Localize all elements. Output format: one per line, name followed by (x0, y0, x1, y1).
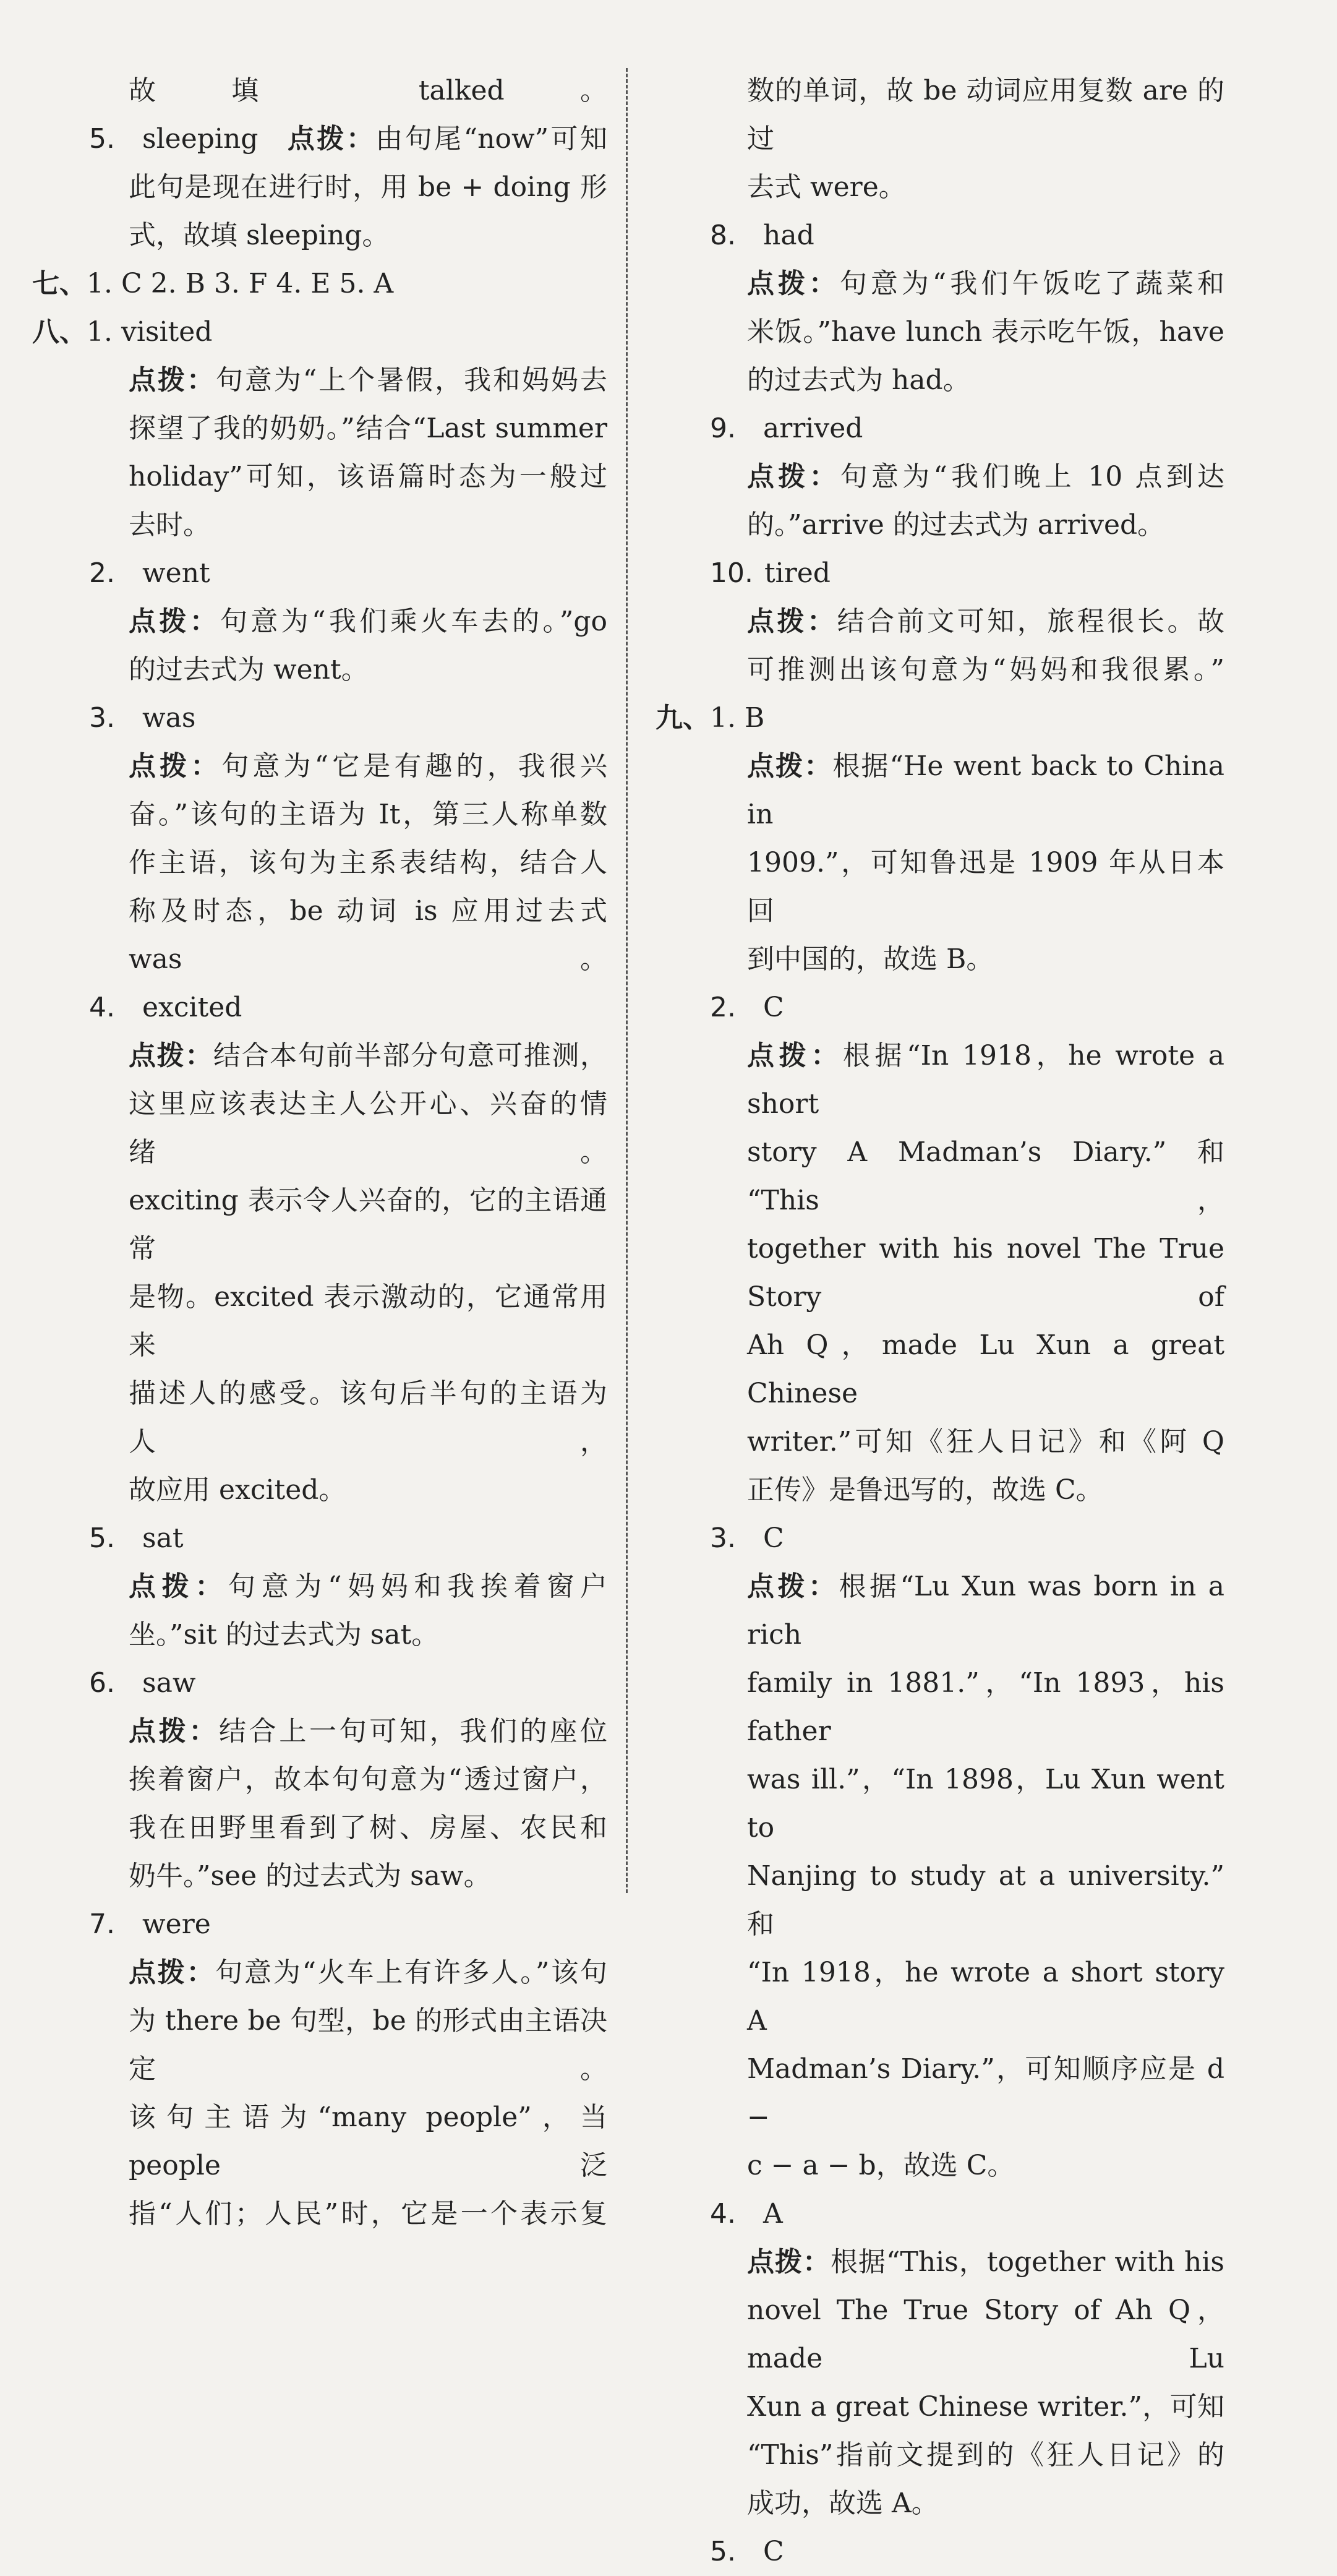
line-text: 去时。 (129, 509, 210, 541)
line-text: family in 1881.”，“In 1893，his father (747, 1667, 1224, 1747)
line-text: together with his novel The True Story of (747, 1233, 1224, 1313)
text-line (32, 1032, 607, 1080)
text-line (656, 598, 1224, 646)
answer: C (763, 992, 784, 1023)
line-text: exciting 表示令人兴奋的，它的主语通常 (129, 1185, 607, 1264)
text-line (32, 598, 607, 646)
text-line (32, 1273, 607, 1370)
text-line (32, 742, 607, 791)
text-line (656, 1225, 1224, 1321)
line-text: 句意为“我们晚上 10 点到达 (840, 461, 1224, 492)
text-line (32, 984, 607, 1032)
line-text: Nanjing to study at a university.” 和 (747, 1860, 1224, 1940)
line-text: 的。”arrive 的过去式为 arrived。 (747, 509, 1165, 541)
text-line (656, 1032, 1224, 1128)
line-text: 句意为“上个暑假，我和妈妈去 (215, 364, 607, 396)
text-line (32, 887, 607, 984)
text-line (656, 67, 1224, 163)
answer: was (142, 702, 196, 734)
hint-label: 点拨： (747, 1571, 839, 1602)
question-number: 10. (710, 557, 753, 589)
text-line (656, 1466, 1224, 1514)
text-line (32, 1997, 607, 2093)
line-text: 描述人的感受。该句后半句的主语为人， (129, 1378, 607, 1458)
answer: had (763, 220, 814, 251)
line-text: 句意为“我们午饭吃了蔬菜和 (839, 268, 1224, 299)
answer: sleeping (142, 123, 258, 155)
text-line (656, 694, 1224, 742)
question-number: 2. (89, 557, 115, 589)
line-text: “This”指前文提到的《狂人日记》的 (747, 2439, 1224, 2471)
answer: were (142, 1908, 211, 1940)
hint-label: 点拨： (129, 364, 216, 396)
text-line (32, 1563, 607, 1611)
text-line (656, 2142, 1224, 2190)
line-text: 米饭。”have lunch 表示吃午饭，have (747, 316, 1224, 348)
hint-label: 点拨： (747, 1040, 843, 1071)
hint-label: 点拨： (129, 1715, 219, 1747)
line-text: 故填 talked。 (129, 75, 607, 106)
answer: sat (142, 1522, 184, 1554)
line-text: 坐。”sit 的过去式为 sat。 (129, 1619, 439, 1651)
text-line (656, 2190, 1224, 2238)
text-line (32, 1611, 607, 1659)
question-number: 8. (710, 220, 736, 251)
section-number: 九、 (656, 702, 710, 734)
line-text: 数的单词，故 be 动词应用复数 are 的过 (747, 75, 1224, 155)
left-column (32, 67, 607, 2238)
line-text: 根据“He went back to China in (747, 750, 1225, 830)
text-line (656, 2286, 1224, 2383)
text-line (656, 163, 1224, 212)
line-text: 结合本句前半部分句意可推测， (213, 1040, 607, 1071)
text-line (656, 2479, 1224, 2528)
line-text: 这里应该表达主人公开心、兴奋的情绪。 (129, 1088, 607, 1168)
text-line (656, 984, 1224, 1032)
hint-label: 点拨： (747, 606, 837, 637)
question-number: 3. (89, 702, 115, 734)
line-text: 此句是现在进行时，用 be + doing 形 (129, 171, 607, 203)
line-text: 正传》是鲁迅写的，故选 C。 (747, 1474, 1103, 1506)
hint-label: 点拨： (747, 461, 840, 492)
text-line (32, 694, 607, 742)
text-line (656, 1514, 1224, 1563)
text-line (656, 2431, 1224, 2479)
hint-label: 点拨： (129, 1957, 216, 1988)
line-text: 故应用 excited。 (129, 1474, 346, 1506)
hint-label: 点拨： (747, 268, 840, 299)
line-text: 作主语，该句为主系表结构，结合人 (129, 847, 607, 878)
text-line (656, 935, 1224, 984)
hint-label: 点拨： (129, 606, 221, 637)
text-line (32, 646, 607, 694)
text-line (656, 1756, 1224, 1852)
line-text: 挨着窗户，故本句句意为“透过窗户， (129, 1764, 607, 1795)
question-number: 5. (89, 123, 115, 155)
question-number: 4. (89, 992, 115, 1023)
text-line (32, 549, 607, 598)
line-text: 的过去式为 had。 (747, 364, 970, 396)
line-text: 称及时态，be 动词 is 应用过去式 was。 (129, 895, 607, 975)
line-text: was ill.”，“In 1898，Lu Xun went to (747, 1764, 1224, 1844)
line-text: writer.”可知《狂人日记》和《阿 Q (747, 1426, 1224, 1458)
text-line (32, 405, 607, 453)
text-line (32, 1707, 607, 1756)
line-text: 可推测出该句意为“妈妈和我很累。” (747, 654, 1224, 685)
answer: arrived (763, 413, 863, 444)
question-number: 4. (710, 2198, 736, 2230)
column-divider (626, 68, 628, 1893)
question-number: 5. (89, 1522, 115, 1554)
line-text: 句意为“火车上有许多人。”该句 (215, 1957, 607, 1988)
text-line (32, 1370, 607, 1466)
line-text: 句意为“妈妈和我挨着窗户 (228, 1571, 608, 1602)
line-text: 句意为“它是有趣的，我很兴 (221, 750, 608, 782)
text-line (32, 1852, 607, 1900)
line-text: 句意为“我们乘火车去的。”go (220, 606, 607, 637)
line-text: 结合上一句可知，我们的座位 (219, 1715, 607, 1747)
line-text: 1. visited (87, 316, 213, 348)
hint-label: 点拨： (747, 2246, 831, 2278)
line-text: 探望了我的奶奶。”结合“Last summer (129, 413, 607, 444)
hint-label: 点拨： (129, 1040, 213, 1071)
line-text: 的过去式为 went。 (129, 654, 369, 685)
line-text: story A Madman’s Diary.” 和 “This， (747, 1136, 1224, 1216)
answer: tired (764, 557, 831, 589)
line-text: 奶牛。”see 的过去式为 saw。 (129, 1860, 491, 1892)
text-line (656, 1418, 1224, 1466)
line-text: 为 there be 句型，be 的形式由主语决定。 (129, 2005, 607, 2085)
text-line (656, 1852, 1224, 1949)
text-line (32, 115, 607, 163)
text-line (656, 308, 1224, 356)
text-line (32, 1080, 607, 1177)
answer: went (142, 557, 210, 589)
line-text: 奋。”该句的主语为 It，第三人称单数 (129, 799, 607, 830)
text-line (32, 1177, 607, 1273)
text-line (32, 1466, 607, 1514)
line-text: 由句尾“now”可知 (375, 123, 607, 155)
line-text: 该句主语为“many people”，当 people 泛 (129, 2102, 607, 2181)
line-text: 1. C 2. B 3. F 4. E 5. A (87, 268, 394, 299)
text-line (656, 1321, 1224, 1418)
line-text: novel The True Story of Ah Q，made Lu (747, 2295, 1224, 2374)
line-text: c − a − b，故选 C。 (747, 2150, 1015, 2181)
text-line (656, 2383, 1224, 2431)
text-line (656, 2528, 1224, 2576)
line-text: “In 1918，he wrote a short story A (747, 1957, 1224, 2037)
line-text: Madman’s Diary.”，可知顺序应是 d − (747, 2053, 1224, 2133)
question-number: 3. (710, 1522, 736, 1554)
answer: saw (142, 1667, 196, 1699)
question-number: 6. (89, 1667, 115, 1699)
line-text: 我在田野里看到了树、房屋、农民和 (129, 1812, 607, 1844)
section-number: 八、 (32, 316, 87, 348)
question-number: 5. (710, 2536, 736, 2567)
text-line (656, 742, 1224, 839)
line-text: 结合前文可知，旅程很长。故 (837, 606, 1225, 637)
answer: A (763, 2198, 783, 2230)
line-text: 根据“This，together with his (831, 2246, 1224, 2278)
text-line (656, 646, 1224, 694)
text-line (32, 1949, 607, 1997)
line-text: 式，故填 sleeping。 (129, 220, 390, 251)
line-text: Ah Q，made Lu Xun a great Chinese (747, 1329, 1224, 1409)
text-line (656, 2045, 1224, 2142)
text-line (32, 1900, 607, 1949)
question-number: 9. (710, 413, 736, 444)
line-text: 去式 were。 (747, 171, 906, 203)
line-text: 根据“In 1918，he wrote a short (747, 1040, 1224, 1120)
text-line (656, 839, 1224, 935)
line-text: 1909.”，可知鲁迅是 1909 年从日本回 (747, 847, 1224, 927)
text-line (656, 1949, 1224, 2045)
text-line (32, 501, 607, 549)
question-number: 2. (710, 992, 736, 1023)
text-line (656, 1128, 1224, 1225)
answer: C (763, 1522, 784, 1554)
text-line (656, 356, 1224, 405)
answer: excited (142, 992, 242, 1023)
text-line (32, 356, 607, 405)
text-line (32, 839, 607, 887)
line-text: 到中国的，故选 B。 (747, 943, 994, 975)
text-line (32, 1756, 607, 1804)
text-line (656, 1659, 1224, 1756)
line-text: 成功，故选 A。 (747, 2488, 939, 2519)
text-line (32, 308, 607, 356)
answer: C (763, 2536, 784, 2567)
text-line (656, 453, 1224, 501)
text-line (656, 212, 1224, 260)
text-line (32, 260, 607, 308)
text-line (32, 1804, 607, 1852)
text-line (656, 549, 1224, 598)
line-text: holiday”可知，该语篇时态为一般过 (129, 461, 607, 492)
text-line (32, 2093, 607, 2190)
line-text: 根据“Lu Xun was born in a rich (747, 1571, 1224, 1651)
text-line (32, 212, 607, 260)
text-line (32, 163, 607, 212)
text-line (32, 791, 607, 839)
text-line (656, 1563, 1224, 1659)
text-line (32, 1514, 607, 1563)
hint-label: 点拨： (129, 750, 222, 782)
question-number: 7. (89, 1908, 115, 1940)
text-line (32, 453, 607, 501)
line-text: 1. B (710, 702, 765, 734)
hint-label: 点拨： (747, 750, 833, 782)
hint-label: 点拨： (129, 1571, 229, 1602)
section-number: 七、 (32, 268, 87, 299)
right-column (656, 67, 1224, 2576)
text-line (656, 2238, 1224, 2286)
text-line (656, 405, 1224, 453)
text-line (32, 67, 607, 115)
line-text: 指“人们；人民”时，它是一个表示复 (129, 2198, 607, 2230)
text-line (656, 501, 1224, 549)
text-line (32, 1659, 607, 1707)
text-line (656, 260, 1224, 308)
line-text: Xun a great Chinese writer.”，可知 (747, 2391, 1224, 2423)
text-line (32, 2190, 607, 2238)
line-text: 是物。excited 表示激动的，它通常用来 (129, 1281, 607, 1361)
hint-label: 点拨： (285, 123, 376, 155)
